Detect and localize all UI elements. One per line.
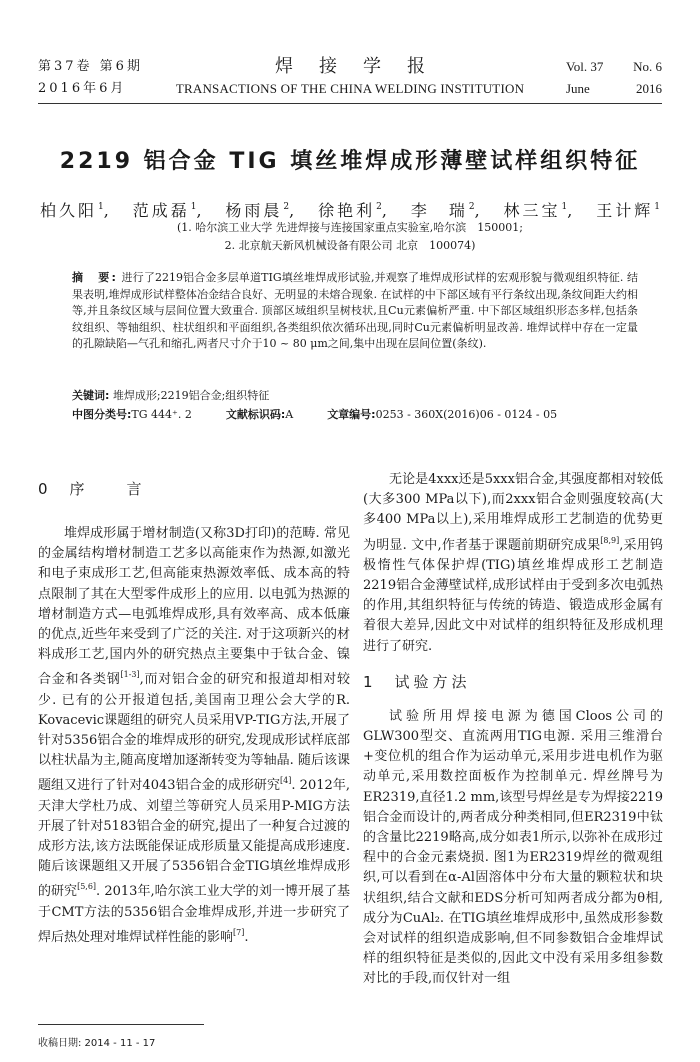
volume-issue-cn: 第37卷 第6期	[38, 59, 143, 74]
author-affiliation-marker: 2	[468, 202, 475, 212]
citation[interactable]: [5,6]	[77, 882, 97, 892]
citation[interactable]: [8,9]	[600, 535, 620, 545]
keywords-text: 堆焊成形;2219铝合金;组织特征	[112, 389, 270, 402]
keywords	[72, 388, 638, 404]
abstract	[72, 270, 638, 353]
author-name: 杨雨晨$^2$,	[225, 201, 298, 220]
paper-title: 2219 铝合金 TIG 填丝堆焊成形薄壁试样组织特征	[59, 149, 641, 174]
author-name: 徐艳利$^2$,	[318, 201, 390, 220]
author-affiliation-marker: 2	[283, 202, 290, 212]
author-name-text: 林三宝	[503, 201, 561, 220]
affiliation-1: (1. 哈尔滨工业大学 先进焊接与连接国家重点实验室,哈尔滨 150001;	[177, 221, 523, 234]
affiliation-2: 2. 北京航天新风机械设备有限公司 北京 100074)	[224, 239, 476, 252]
month-en: June	[566, 81, 590, 96]
author-affiliation-marker: 1	[654, 202, 660, 212]
author-name-text: 杨雨晨	[225, 201, 283, 220]
header-center	[158, 56, 542, 100]
document-code	[226, 407, 293, 423]
art-label: 文章编号:	[327, 408, 376, 421]
author-affiliation-marker: 2	[376, 202, 382, 212]
intro-cont-text-1: 无论是4xxx还是5xxx铝合金,其强度都相对较低(大多300 MPa以下),而2xxx铝合金则强度较高(大多400 MPa以上),采用堆焊成形工艺制造的优势更为明显. 文中,作者基于课题前期研究成果	[363, 472, 663, 553]
author-name: 李 瑞$^2$,	[410, 201, 483, 220]
intro-text-1: 堆焊成形属于增材制造(又称3D打印)的范畴. 常见的金属结构增材制造工艺多以高能束作为热源,如激光和电子束成形工艺,但高能束热源效率低、成本高的特点限制了其在大型零件成形上的应用. 以电弧为热源的增材制造方式—电弧堆焊成形,具有效率高、成本低廉的优点,近些年来受到了广泛的关注. 对于这项新兴的材料成形工艺,国内外的研究热点主要集中于钛合金、镍合金和各类钢	[38, 526, 350, 688]
doc-label: 文献标识码:	[225, 408, 286, 421]
header-right	[566, 56, 662, 100]
intro-paragraph	[38, 524, 350, 948]
author-name: 柏久阳$^1$,	[40, 201, 112, 220]
section-0-title: 序 言	[69, 480, 146, 498]
author-name-text: 徐艳利	[318, 201, 376, 220]
author-name: 林三宝$^1$,	[503, 201, 576, 220]
author-name	[596, 198, 660, 221]
header-left	[38, 56, 143, 100]
clc-value: TG 444⁺. 2	[131, 408, 192, 421]
article-number	[327, 407, 557, 423]
volume-en: Vol. 37	[566, 59, 604, 74]
year-en: 2016	[636, 81, 662, 96]
citation[interactable]: [7]	[233, 927, 245, 937]
author-name-text: 李 瑞	[410, 201, 468, 220]
citation[interactable]: [4]	[280, 776, 292, 786]
citation[interactable]: [1-3]	[120, 670, 140, 680]
author-name-text: 柏久阳	[40, 201, 98, 220]
classification-line	[72, 407, 638, 423]
right-column	[363, 470, 663, 990]
abstract-label: 摘 要:	[72, 271, 118, 284]
received-date: 收稿日期: 2014 - 11 - 17	[38, 1038, 156, 1049]
art-value: 0253 - 360X(2016)06 - 0124 - 05	[375, 408, 558, 421]
author-list	[40, 198, 660, 221]
section-0-number: 0	[38, 480, 52, 498]
author-name: 范成磊$^1$,	[132, 201, 205, 220]
intro-cont-text-2: ,采用钨极惰性气体保护焊(TIG)填丝堆焊成形工艺制造2219铝合金薄壁试样,成形试样由于受到多次电弧热的作用,其组织特征与传统的铸造、锻造成形金属有着很大差异,因此文中对试样的组织特征及形成机理进行了研究.	[363, 537, 663, 654]
intro-text-5: .	[244, 929, 249, 945]
section-0-heading	[38, 478, 350, 500]
author-affiliation-marker: 1	[561, 202, 568, 212]
section-1-heading	[363, 671, 663, 693]
header-rule	[38, 103, 662, 104]
footnote-rule	[38, 1024, 204, 1025]
intro-text-2: ,而对铝合金的研究和报道却相对较少. 已有的公开报道包括,美国南卫理公会大学的R. Kovacevic课题组的研究人员采用VP-TIG方法,开展了针对5356铝合金的堆焊成形的研究,发现成形试样底部以柱状晶为主,随高度增加逐渐转变为等轴晶. 随后该课题组又进行了针对4043铝合金的成形研究	[38, 672, 350, 794]
abstract-text: 进行了2219铝合金多层单道TIG填丝堆焊成形试验,并观察了堆焊成形试样的宏观形貌与微观组织特征. 结果表明,堆焊成形试样整体冶金结合良好、无明显的未熔合现象. 在试样的中下部区域有平行条纹出现,条纹间距大约相等,并且条纹区域与层间位置大致重合. 顶部区域组织呈树枝状,且Cu元素偏析严重. 中下部区域组织形态多样,包括条纹组织、等轴组织、柱状组织和平面组织,各类组织依次循环出现,同时Cu元素偏析明显改善. 堆焊试样中存在一定量的孔隙缺陷—气孔和缩孔,两者尺寸介于10 ~ 80 μm之间,集中出现在层间位置(条纹).	[72, 271, 639, 350]
section-1-number: 1	[363, 672, 377, 691]
keywords-label: 关键词:	[72, 389, 110, 402]
issue-en: No. 6	[633, 59, 662, 74]
clc-number	[72, 407, 192, 423]
author-affiliation-marker: 1	[190, 202, 197, 212]
section-1-title: 试验方法	[394, 672, 471, 691]
author-name-text: 范成磊	[132, 201, 190, 220]
journal-title-en: TRANSACTIONS OF THE CHINA WELDING INSTITUTION	[175, 81, 525, 96]
doc-value: A	[285, 408, 294, 421]
intro-paragraph-continued	[363, 470, 663, 657]
page-header	[38, 56, 662, 100]
author-affiliation-marker: 1	[98, 202, 104, 212]
author-name-text: 王计辉	[596, 201, 654, 220]
journal-title-cn: 焊接学报	[275, 56, 451, 77]
clc-label: 中图分类号:	[72, 408, 132, 421]
intro-text-4: . 2013年,哈尔滨工业大学的刘一博开展了基于CMT方法的5356铝合金堆焊成形,并进一步研究了焊后热处理对堆焊试样性能的影响	[38, 884, 350, 945]
left-column	[38, 470, 350, 948]
intro-text-3: . 2012年,天津大学杜乃成、刘望兰等研究人员采用P-MIG方法开展了针对5183铝合金的研究,提出了一种复合过渡的成形方法,该方法既能保证成形质量又能提高成形速度. 随后该课题组又开展了5356铝合金TIG填丝堆焊成形的研究	[38, 778, 351, 900]
methods-paragraph: 试验所用焊接电源为德国Cloos公司的GLW300型交、直流两用TIG电源. 采用三维滑台+变位机的组合作为运动单元,采用步进电机作为驱动单元,采用数控面板作为控制单元. 焊丝牌号为ER2319,直径1.2 mm,该型号焊丝是专为焊接2219铝合金而设计的,两者成分种类相同,但ER2319中钛的含量比2219略高,成分如表1所示,以弥补在成形过程中的合金元素烧损. 图1为ER2319焊丝的微观组织,可以看到在α-Al固溶体中分布大量的颗粒状和块状组织,结合文献和EDS分析可知两者成分都为θ相,成分为CuAl₂. 在TIG填丝堆焊成形中,虽然成形参数会对试样的组织造成影响,但不同参数铝合金堆焊试样的组织特征是类似的,因此文中没有采用多组参数对比的手段,而仅针对一组	[363, 708, 663, 987]
date-cn: 2016年6月	[38, 81, 127, 96]
